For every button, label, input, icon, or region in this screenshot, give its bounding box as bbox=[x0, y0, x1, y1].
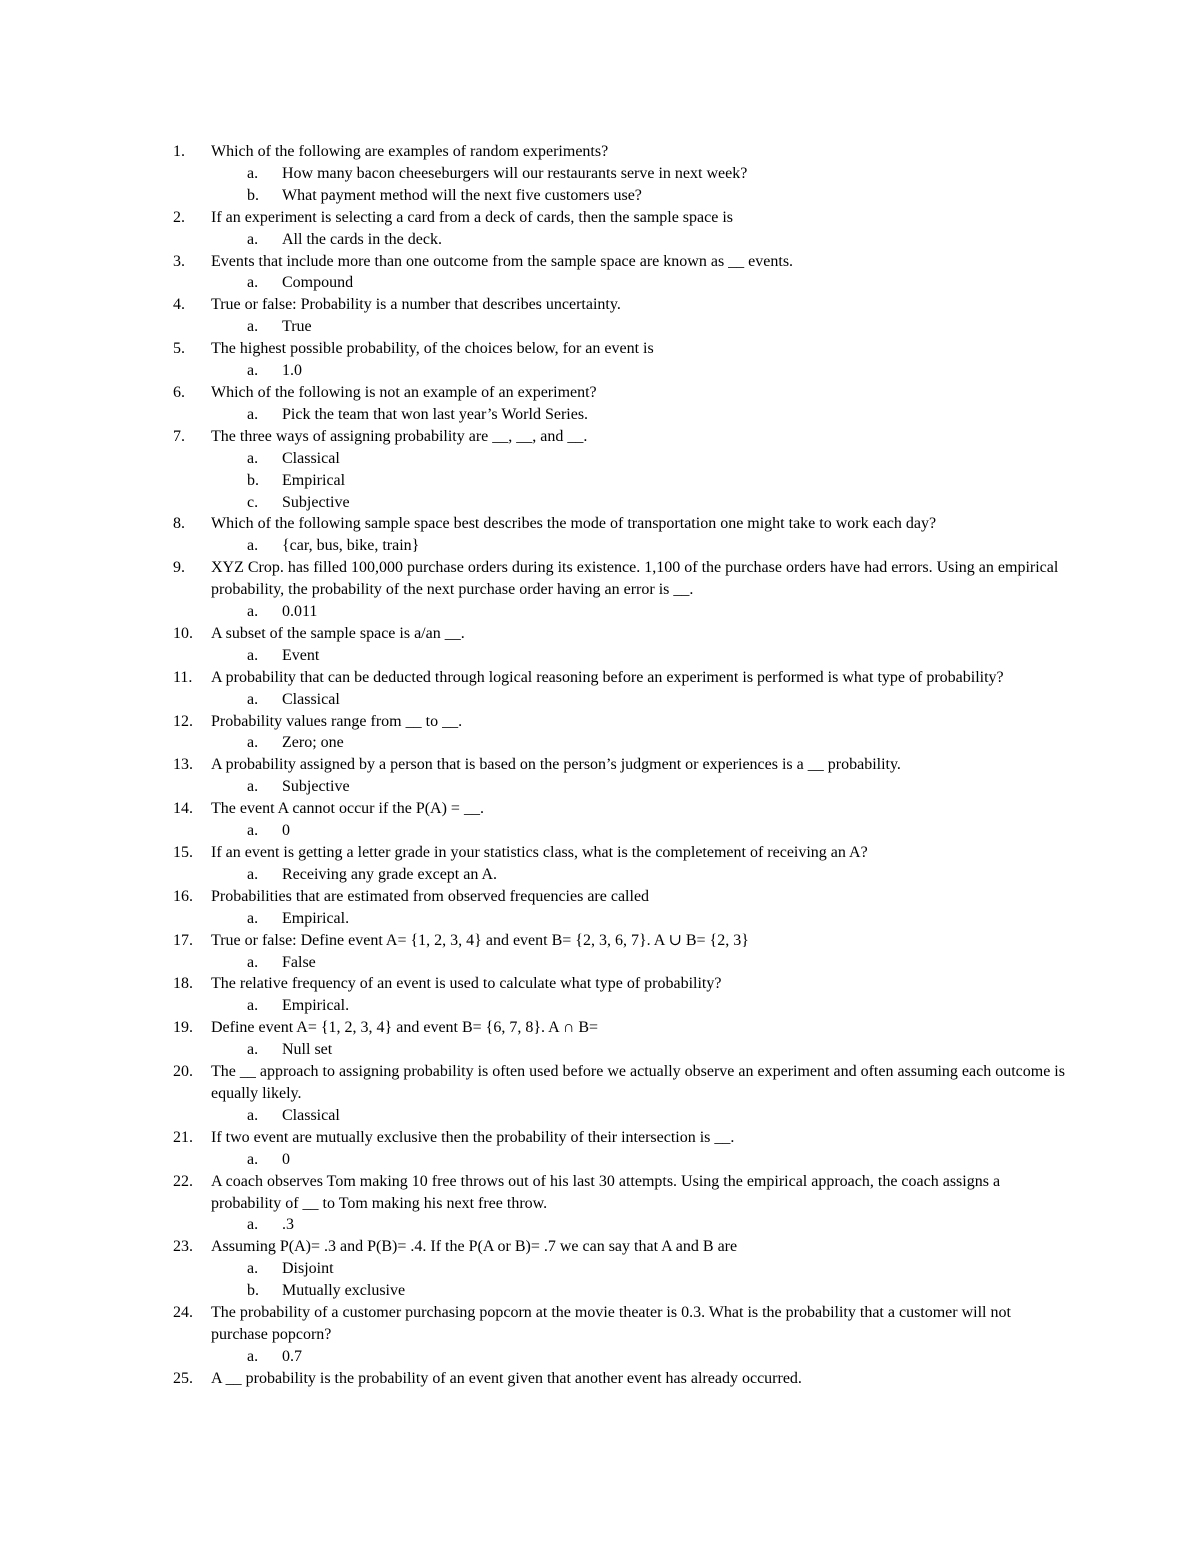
question-text: A __ probability is the probability of an event given that another event has already occurred. bbox=[211, 1369, 802, 1387]
question-number: 25. bbox=[173, 1369, 193, 1387]
question-text: If two event are mutually exclusive then the probability of their intersection is __. bbox=[211, 1128, 735, 1146]
question-number: 14. bbox=[173, 800, 193, 818]
answer-text: .3 bbox=[282, 1216, 294, 1234]
answer-letter: a. bbox=[247, 449, 259, 467]
answer-text: True bbox=[282, 318, 312, 336]
answer-list bbox=[211, 1039, 1071, 1061]
question-text: Define event A= {1, 2, 3, 4} and event B= {6, 7, 8}. A ∩ B= bbox=[211, 1019, 599, 1037]
question-text: Which of the following are examples of random experiments? bbox=[211, 143, 609, 160]
question-number: 5. bbox=[173, 340, 185, 358]
question-item bbox=[0, 557, 1071, 623]
question-text: True or false: Probability is a number that describes uncertainty. bbox=[211, 296, 621, 314]
answer-letter: c. bbox=[247, 493, 259, 511]
question-item bbox=[0, 207, 1071, 251]
question-text: A probability assigned by a person that is based on the person’s judgment or experiences is a __ probability. bbox=[211, 756, 901, 774]
answer-list bbox=[211, 908, 1071, 930]
answer-text: 0.011 bbox=[282, 603, 318, 621]
answer-text: Null set bbox=[282, 1041, 333, 1059]
question-number: 23. bbox=[173, 1238, 193, 1256]
question-text: The event A cannot occur if the P(A) = __. bbox=[211, 800, 484, 818]
question-number: 18. bbox=[173, 975, 193, 993]
answer-item bbox=[211, 1280, 1071, 1302]
answer-item bbox=[211, 316, 1071, 338]
question-item bbox=[0, 1061, 1071, 1127]
answer-letter: b. bbox=[247, 186, 259, 204]
question-text: Probabilities that are estimated from observed frequencies are called bbox=[211, 887, 650, 905]
answer-item bbox=[211, 952, 1071, 974]
answer-text: 1.0 bbox=[282, 362, 302, 380]
answer-text: What payment method will the next five customers use? bbox=[282, 186, 642, 204]
answer-letter: a. bbox=[247, 362, 259, 380]
answer-item bbox=[211, 689, 1071, 711]
answer-list bbox=[211, 776, 1071, 798]
answer-letter: a. bbox=[247, 822, 259, 840]
question-text: Assuming P(A)= .3 and P(B)= .4. If the P(A or B)= .7 we can say that A and B are bbox=[211, 1238, 738, 1256]
answer-list bbox=[211, 689, 1071, 711]
question-number: 1. bbox=[173, 143, 185, 160]
answer-letter: a. bbox=[247, 646, 259, 664]
answer-text: Empirical. bbox=[282, 909, 350, 927]
question-number: 16. bbox=[173, 887, 193, 905]
answer-list bbox=[211, 601, 1071, 623]
question-text: Which of the following sample space best describes the mode of transportation one might take to work each day? bbox=[211, 515, 937, 533]
answer-text: Zero; one bbox=[282, 734, 344, 752]
answer-text: All the cards in the deck. bbox=[282, 230, 442, 248]
question-text: Which of the following is not an example of an experiment? bbox=[211, 383, 597, 401]
answer-item bbox=[211, 601, 1071, 623]
answer-item bbox=[211, 492, 1071, 514]
answer-text: {car, bus, bike, train} bbox=[282, 537, 420, 555]
answer-list bbox=[211, 995, 1071, 1017]
question-item bbox=[0, 1368, 1071, 1390]
answer-letter: a. bbox=[247, 1216, 259, 1234]
answer-text: Classical bbox=[282, 1106, 340, 1124]
question-item bbox=[0, 1017, 1071, 1061]
answer-letter: a. bbox=[247, 953, 259, 971]
question-number: 21. bbox=[173, 1128, 193, 1146]
answer-item bbox=[211, 864, 1071, 886]
question-text: A subset of the sample space is a/an __. bbox=[211, 624, 465, 642]
answer-item bbox=[211, 645, 1071, 667]
answer-letter: a. bbox=[247, 537, 259, 555]
question-item bbox=[0, 886, 1071, 930]
answer-letter: a. bbox=[247, 997, 259, 1015]
answer-list bbox=[211, 1105, 1071, 1127]
question-number: 6. bbox=[173, 383, 185, 401]
question-item bbox=[0, 798, 1071, 842]
question-item bbox=[0, 973, 1071, 1017]
question-text: True or false: Define event A= {1, 2, 3, 4} and event B= {2, 3, 6, 7}. A ∪ B= {2, 3} bbox=[211, 931, 749, 949]
question-text: XYZ Crop. has filled 100,000 purchase orders during its existence. 1,100 of the purchase orders have had errors. Using an empirical probability, the probability of the next purchase order having an error is __. bbox=[211, 559, 1059, 599]
question-item bbox=[0, 754, 1071, 798]
answer-text: Disjoint bbox=[282, 1260, 334, 1278]
answer-item bbox=[211, 185, 1071, 207]
answer-text: Mutually exclusive bbox=[282, 1282, 406, 1300]
question-item bbox=[0, 930, 1071, 974]
answer-item bbox=[211, 360, 1071, 382]
answer-item bbox=[211, 1149, 1071, 1171]
answer-item bbox=[211, 1346, 1071, 1368]
answer-text: Subjective bbox=[282, 493, 350, 511]
answer-list bbox=[211, 1214, 1071, 1236]
question-item bbox=[0, 338, 1071, 382]
question-number: 8. bbox=[173, 515, 185, 533]
question-item bbox=[0, 1171, 1071, 1237]
question-text: The highest possible probability, of the choices below, for an event is bbox=[211, 340, 654, 358]
question-number: 20. bbox=[173, 1063, 193, 1081]
answer-letter: a. bbox=[247, 909, 259, 927]
answer-letter: a. bbox=[247, 230, 259, 248]
question-item bbox=[0, 711, 1071, 755]
question-number: 13. bbox=[173, 756, 193, 774]
question-number: 15. bbox=[173, 844, 193, 861]
question-number: 24. bbox=[173, 1304, 193, 1322]
answer-list bbox=[211, 163, 1071, 207]
answer-item bbox=[211, 908, 1071, 930]
answer-list bbox=[211, 820, 1071, 842]
question-item bbox=[0, 1236, 1071, 1302]
answer-item bbox=[211, 995, 1071, 1017]
answer-text: Empirical. bbox=[282, 997, 350, 1015]
question-text: The __ approach to assigning probability is often used before we actually observe an experiment and often assuming each outcome is equally likely. bbox=[211, 1063, 1065, 1102]
answer-text: 0.7 bbox=[282, 1347, 302, 1365]
answer-letter: b. bbox=[247, 1282, 259, 1300]
question-item bbox=[0, 842, 1071, 886]
answer-list bbox=[211, 1346, 1071, 1368]
answer-letter: a. bbox=[247, 1041, 259, 1059]
answer-text: False bbox=[282, 953, 316, 971]
answer-letter: a. bbox=[247, 865, 259, 883]
answer-list bbox=[211, 732, 1071, 754]
answer-letter: a. bbox=[247, 1106, 259, 1124]
answer-item bbox=[211, 470, 1071, 492]
answer-item bbox=[211, 732, 1071, 754]
answer-text: Classical bbox=[282, 449, 340, 467]
answer-item bbox=[211, 1039, 1071, 1061]
question-text: If an experiment is selecting a card from a deck of cards, then the sample space is bbox=[211, 208, 734, 226]
question-item bbox=[0, 623, 1071, 667]
question-item bbox=[0, 382, 1071, 426]
answer-list bbox=[211, 360, 1071, 382]
answer-text: Empirical bbox=[282, 471, 346, 489]
answer-letter: a. bbox=[247, 1347, 259, 1365]
question-item bbox=[0, 426, 1071, 514]
answer-letter: a. bbox=[247, 274, 259, 292]
answer-item bbox=[211, 535, 1071, 557]
question-number: 10. bbox=[173, 624, 193, 642]
answer-text: Receiving any grade except an A. bbox=[282, 865, 498, 883]
question-number: 11. bbox=[173, 668, 193, 686]
answer-list bbox=[211, 229, 1071, 251]
question-text: Probability values range from __ to __. bbox=[211, 712, 463, 730]
answer-letter: a. bbox=[247, 603, 259, 621]
answer-item bbox=[211, 229, 1071, 251]
question-item bbox=[0, 1302, 1071, 1368]
answer-list bbox=[211, 952, 1071, 974]
question-number: 7. bbox=[173, 427, 185, 445]
question-number: 9. bbox=[173, 559, 185, 577]
question-text: The probability of a customer purchasing popcorn at the movie theater is 0.3. What is the probability that a customer will not purchase popcorn? bbox=[211, 1304, 1011, 1343]
question-text: If an event is getting a letter grade in your statistics class, what is the completement of receiving an A? bbox=[211, 844, 868, 861]
answer-item bbox=[211, 1105, 1071, 1127]
answer-text: How many bacon cheeseburgers will our restaurants serve in next week? bbox=[282, 164, 748, 182]
question-number: 19. bbox=[173, 1019, 193, 1037]
answer-list bbox=[211, 316, 1071, 338]
answer-letter: b. bbox=[247, 471, 259, 489]
answer-list bbox=[211, 272, 1071, 294]
answer-item bbox=[211, 448, 1071, 470]
question-item bbox=[0, 251, 1071, 295]
answer-list bbox=[211, 535, 1071, 557]
answer-list bbox=[211, 864, 1071, 886]
answer-letter: a. bbox=[247, 164, 259, 182]
answer-text: Compound bbox=[282, 274, 354, 292]
answer-list bbox=[211, 1149, 1071, 1171]
answer-letter: a. bbox=[247, 778, 259, 796]
question-text: Events that include more than one outcome from the sample space are known as __ events. bbox=[211, 252, 794, 270]
question-number: 3. bbox=[173, 252, 185, 270]
answer-list bbox=[211, 1258, 1071, 1302]
answer-letter: a. bbox=[247, 405, 259, 423]
question-number: 4. bbox=[173, 296, 185, 314]
answer-item bbox=[211, 1258, 1071, 1280]
answer-text: Classical bbox=[282, 690, 340, 708]
answer-item bbox=[211, 776, 1071, 798]
question-item bbox=[0, 667, 1071, 711]
answer-item bbox=[211, 820, 1071, 842]
answer-item bbox=[211, 404, 1071, 426]
answer-text: 0 bbox=[282, 1150, 290, 1168]
question-number: 2. bbox=[173, 208, 185, 226]
answer-list bbox=[211, 448, 1071, 514]
answer-list bbox=[211, 404, 1071, 426]
answer-item bbox=[211, 272, 1071, 294]
question-list bbox=[0, 141, 1200, 1390]
answer-text: 0 bbox=[282, 822, 290, 840]
answer-letter: a. bbox=[247, 318, 259, 336]
answer-item bbox=[211, 163, 1071, 185]
question-number: 17. bbox=[173, 931, 193, 949]
question-item bbox=[0, 141, 1071, 207]
question-text: The three ways of assigning probability are __, __, and __. bbox=[211, 427, 588, 445]
answer-item bbox=[211, 1214, 1071, 1236]
answer-letter: a. bbox=[247, 1260, 259, 1278]
question-text: A coach observes Tom making 10 free throws out of his last 30 attempts. Using the empirical approach, the coach assigns a probability of __ to Tom making his next free throw. bbox=[211, 1172, 1001, 1212]
question-text: The relative frequency of an event is used to calculate what type of probability? bbox=[211, 975, 722, 993]
answer-text: Subjective bbox=[282, 778, 350, 796]
answer-letter: a. bbox=[247, 1150, 259, 1168]
answer-text: Event bbox=[282, 646, 320, 664]
answer-letter: a. bbox=[247, 734, 259, 752]
question-item bbox=[0, 1127, 1071, 1171]
question-number: 12. bbox=[173, 712, 193, 730]
answer-text: Pick the team that won last year’s World Series. bbox=[282, 405, 589, 423]
question-item bbox=[0, 513, 1071, 557]
answer-letter: a. bbox=[247, 690, 259, 708]
answer-list bbox=[211, 645, 1071, 667]
question-text: A probability that can be deducted through logical reasoning before an experiment is performed is what type of probability? bbox=[211, 668, 1004, 686]
question-number: 22. bbox=[173, 1172, 193, 1190]
question-item bbox=[0, 294, 1071, 338]
